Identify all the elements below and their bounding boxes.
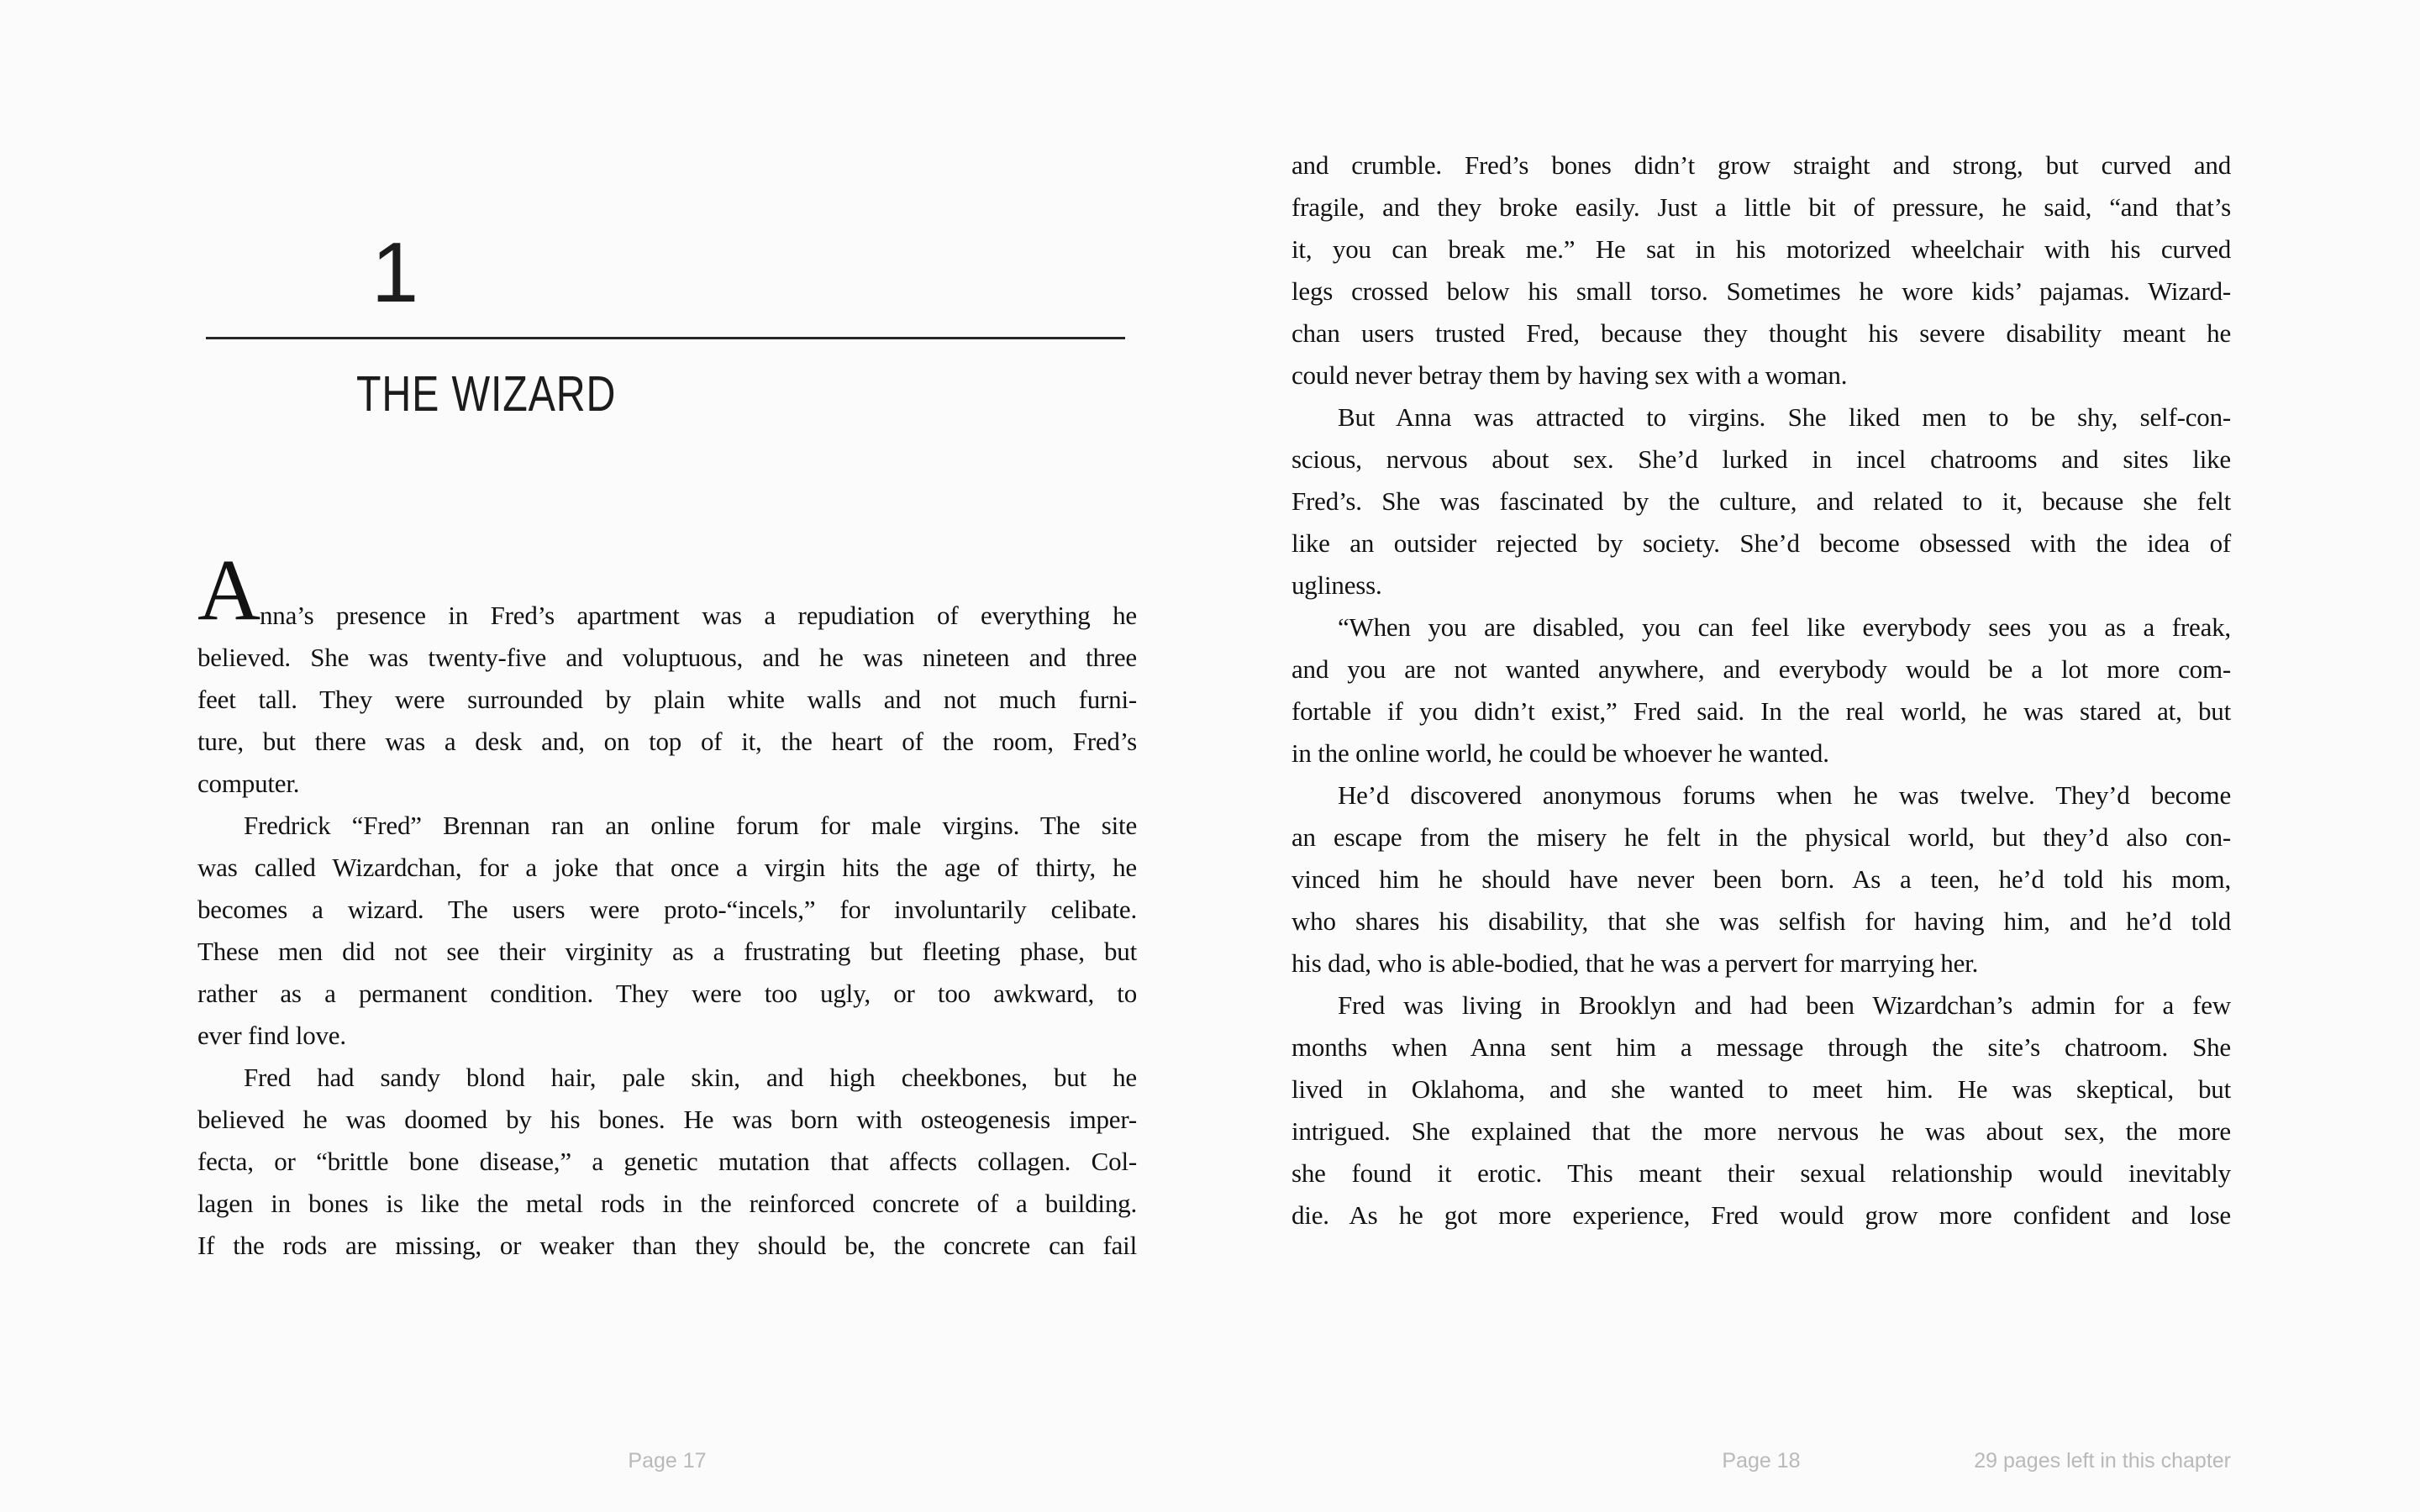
- text-line: He’d discovered anonymous forums when he was twelve. They’d become: [1338, 780, 2231, 810]
- text-line: becomes a wizard. The users were proto-“incels,” for involuntarily celibate.: [197, 895, 1137, 924]
- text-line: If the rods are missing, or weaker than they should be, the concrete can fail: [197, 1231, 1137, 1260]
- text-line: believed he was doomed by his bones. He was born with osteogenesis imper-: [197, 1105, 1137, 1134]
- text-line: and crumble. Fred’s bones didn’t grow straight and strong, but curved and: [1292, 150, 2231, 180]
- chapter-number: 1: [371, 226, 419, 320]
- paragraph: [197, 542, 1137, 805]
- text-line: nna’s presence in Fred’s apartment was a repudiation of everything he: [260, 601, 1137, 630]
- text-line: computer.: [197, 769, 300, 798]
- chapter-title: THE WIZARD: [356, 366, 617, 422]
- text-line: believed. She was twenty-five and voluptuous, and he was nineteen and three: [197, 643, 1137, 672]
- text-line: lagen in bones is like the metal rods in the reinforced concrete of a building.: [197, 1189, 1137, 1218]
- paragraph: [1292, 984, 2231, 1236]
- drop-cap: A: [197, 542, 261, 638]
- paragraph: [1292, 774, 2231, 984]
- chapter-progress-label: 29 pages left in this chapter: [1974, 1449, 2231, 1473]
- chapter-title-divider: [206, 337, 1125, 339]
- text-line: Fred had sandy blond hair, pale skin, and high cheekbones, but he: [244, 1063, 1137, 1092]
- text-line: fecta, or “brittle bone disease,” a genetic mutation that affects collagen. Col-: [197, 1147, 1137, 1176]
- text-line: intrigued. She explained that the more nervous he was about sex, the more: [1292, 1116, 2231, 1146]
- text-line: But Anna was attracted to virgins. She liked men to be shy, self-con-: [1338, 402, 2231, 432]
- paragraph: [197, 805, 1137, 1057]
- paragraph: [197, 1057, 1137, 1267]
- text-line: his dad, who is able-bodied, that he was a pervert for marrying her.: [1292, 948, 1979, 978]
- text-line: was called Wizardchan, for a joke that once a virgin hits the age of thirty, he: [197, 853, 1137, 882]
- paragraph: [1292, 396, 2231, 606]
- paragraph: [1292, 606, 2231, 774]
- text-line: in the online world, he could be whoever he wanted.: [1292, 738, 1829, 768]
- text-line: Fredrick “Fred” Brennan ran an online forum for male virgins. The site: [244, 811, 1137, 840]
- text-line: These men did not see their virginity as a frustrating but fleeting phase, but: [197, 937, 1137, 966]
- text-line: an escape from the misery he felt in the physical world, but they’d also con-: [1292, 822, 2231, 852]
- text-line: legs crossed below his small torso. Sometimes he wore kids’ pajamas. Wizard-: [1292, 276, 2231, 306]
- text-line: vinced him he should have never been born. As a teen, he’d told his mom,: [1292, 864, 2231, 894]
- text-line: fortable if you didn’t exist,” Fred said. In the real world, he was stared at, but: [1292, 696, 2231, 726]
- left-page-number: Page 17: [628, 1449, 707, 1473]
- left-page[interactable]: [197, 0, 1137, 1512]
- text-line: feet tall. They were surrounded by plain white walls and not much furni-: [197, 685, 1137, 714]
- text-line: ture, but there was a desk and, on top of it, the heart of the room, Fred’s: [197, 727, 1137, 756]
- left-page-body-text: [197, 542, 1137, 1267]
- text-line: months when Anna sent him a message through the site’s chatroom. She: [1292, 1032, 2231, 1062]
- text-line: who shares his disability, that she was selfish for having him, and he’d told: [1292, 906, 2231, 936]
- text-line: “When you are disabled, you can feel like everybody sees you as a freak,: [1338, 612, 2231, 642]
- text-line: ugliness.: [1292, 570, 1382, 600]
- text-line: could never betray them by having sex with a woman.: [1292, 360, 1848, 390]
- text-line: lived in Oklahoma, and she wanted to meet him. He was skeptical, but: [1292, 1074, 2231, 1104]
- text-line: she found it erotic. This meant their sexual relationship would inevitably: [1292, 1158, 2231, 1188]
- right-page-body-text: [1292, 144, 2231, 1236]
- right-page-number: Page 18: [1722, 1449, 1801, 1473]
- text-line: fragile, and they broke easily. Just a little bit of pressure, he said, “and that’s: [1292, 192, 2231, 222]
- text-line: ever find love.: [197, 1021, 346, 1050]
- text-line: chan users trusted Fred, because they thought his severe disability meant he: [1292, 318, 2231, 348]
- text-line: die. As he got more experience, Fred would grow more confident and lose: [1292, 1200, 2231, 1230]
- text-line: Fred’s. She was fascinated by the culture, and related to it, because she felt: [1292, 486, 2231, 516]
- text-line: rather as a permanent condition. They were too ugly, or too awkward, to: [197, 979, 1137, 1008]
- text-line: Fred was living in Brooklyn and had been Wizardchan’s admin for a few: [1338, 990, 2231, 1020]
- paragraph: [1292, 144, 2231, 396]
- right-page[interactable]: [1292, 0, 2231, 1512]
- text-line: scious, nervous about sex. She’d lurked in incel chatrooms and sites like: [1292, 444, 2231, 474]
- text-line: it, you can break me.” He sat in his motorized wheelchair with his curved: [1292, 234, 2231, 264]
- text-line: like an outsider rejected by society. She’d become obsessed with the idea of: [1292, 528, 2231, 558]
- text-line: and you are not wanted anywhere, and everybody would be a lot more com-: [1292, 654, 2231, 684]
